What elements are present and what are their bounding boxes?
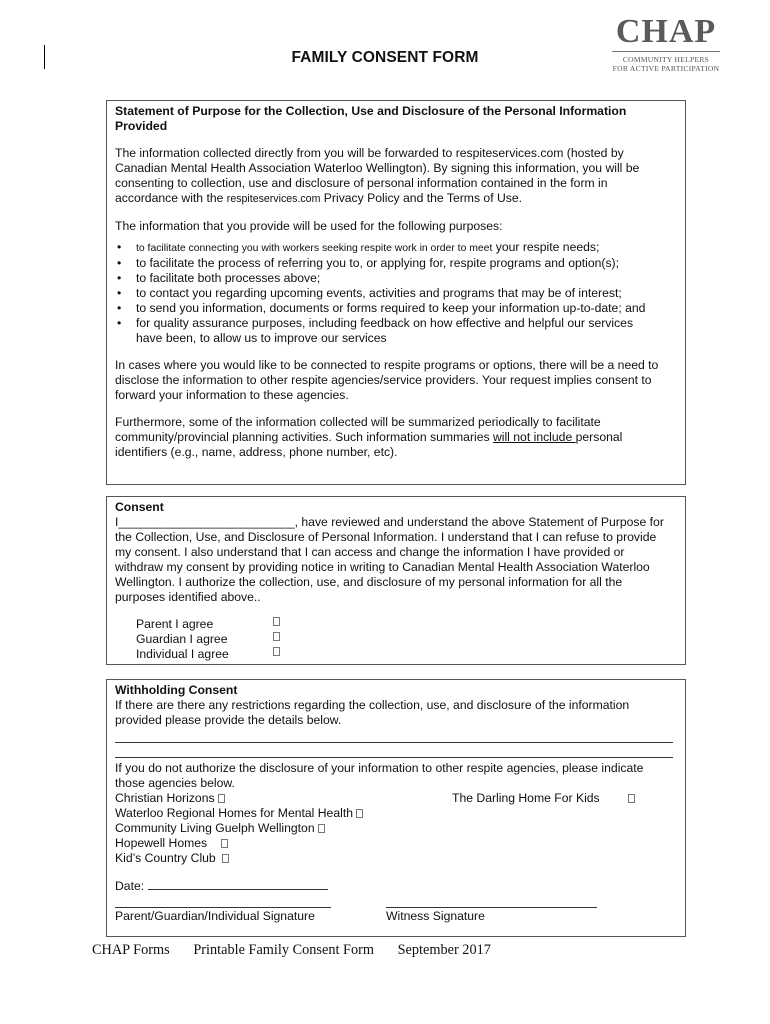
restriction-details-line-2[interactable] [115, 743, 673, 758]
withholding-l3: If you do not authorize the disclosure of your information to other respite agencies, please indicate [115, 761, 644, 775]
darling-home-checkbox[interactable] [628, 794, 635, 803]
withholding-l1: If there are there any restrictions regarding the collection, use, and disclosure of the information [115, 698, 630, 712]
consent-l5: Wellington. I authorize the collection, use, and disclosure of my personal information for all the [115, 575, 623, 589]
agree-options [136, 617, 677, 662]
name-field[interactable]: __________________________ [118, 515, 295, 529]
guardian-agree-checkbox[interactable] [273, 632, 280, 641]
footer-form-name: Printable Family Consent Form [193, 942, 375, 958]
christian-horizons-checkbox[interactable] [218, 794, 225, 803]
footer-date: September 2017 [397, 942, 491, 958]
kids-country-club-checkbox[interactable] [222, 854, 229, 863]
purpose-p1-l3: consenting to collection, use and disclosure of personal information contained in the form in [115, 176, 608, 190]
consent-l3: my consent. I also understand that I can access and change the information I have provided or [115, 545, 625, 559]
list-item: • to facilitate both processes above; [115, 271, 677, 286]
purpose-p1-l2: Canadian Mental Health Association Waterloo Wellington). By signing this information, you will be [115, 161, 640, 175]
consent-l2: the Collection, Use, and Disclosure of Personal Information. I understand that I can refuse to provide [115, 530, 657, 544]
purpose-p4-l3: identifiers (e.g., name, address, phone number, etc). [115, 445, 398, 459]
page-title: FAMILY CONSENT FORM [291, 49, 479, 66]
statement-of-purpose-section [106, 100, 686, 485]
parent-agree-checkbox[interactable] [273, 617, 280, 626]
consent-l1: I__________________________, have reviewed and understand the above Statement of Purpose for [115, 515, 664, 529]
purpose-p3-l1: In cases where you would like to be connected to respite programs or options, there will be a need to [115, 358, 659, 372]
footer-forms: CHAP Forms [92, 942, 170, 958]
purpose-list [115, 240, 677, 346]
guardian-agree-row[interactable]: Guardian I agree [136, 632, 677, 647]
agency-row-5: Kid’s Country Club [115, 851, 677, 866]
chap-logo [606, 14, 726, 73]
logo-tagline-2: FOR ACTIVE PARTICIPATION [612, 64, 720, 73]
community-living-checkbox[interactable] [318, 824, 325, 833]
consent-l6: purposes identified above.. [115, 590, 261, 604]
logo-tagline-1: COMMUNITY HELPERS [622, 55, 710, 64]
page-footer [92, 942, 511, 959]
purpose-p2: The information that you provide will be used for the following purposes: [115, 219, 503, 233]
witness-signature-line[interactable] [386, 896, 597, 908]
restriction-details-line-1[interactable] [115, 728, 673, 743]
hopewell-homes-checkbox[interactable] [221, 839, 228, 848]
purpose-heading-2: Provided [115, 119, 168, 133]
withholding-l2: provided please provide the details below. [115, 713, 342, 727]
parent-agree-row[interactable]: Parent I agree [136, 617, 677, 632]
list-item: • for quality assurance purposes, including feedback on how effective and helpful our services have been, to allow us to improve our services [115, 316, 677, 346]
consent-section [106, 496, 686, 665]
withholding-l4: those agencies below. [115, 776, 235, 790]
list-item: • to contact you regarding upcoming events, activities and programs that may be of interest; [115, 286, 677, 301]
purpose-heading-1: Statement of Purpose for the Collection, Use and Disclosure of the Personal Information [115, 104, 627, 118]
list-item: • to facilitate connecting you with workers seeking respite work in order to meet your respite needs; [115, 240, 677, 256]
agency-row-2: Waterloo Regional Homes for Mental Health [115, 806, 677, 821]
purpose-p4-l1: Furthermore, some of the information collected will be summarized periodically to facilitate [115, 415, 601, 429]
logo-wordmark: CHAP [615, 13, 717, 50]
signature-line[interactable] [115, 896, 331, 908]
agency-row-3: Community Living Guelph Wellington [115, 821, 677, 836]
purpose-p1-l1: The information collected directly from you will be forwarded to respiteservices.com (hosted by [115, 146, 624, 160]
purpose-p4-l2: community/provincial planning activities. Such information summaries will not include personal [115, 430, 623, 444]
consent-heading: Consent [115, 500, 164, 514]
date-field[interactable] [148, 878, 328, 890]
list-item: • to send you information, documents or forms required to keep your information up-to-date; and [115, 301, 677, 316]
agency-row-1: Christian Horizons The Darling Home For Kids [115, 791, 677, 806]
purpose-p1-l4: accordance with the respiteservices.com Privacy Policy and the Terms of Use. [115, 191, 523, 205]
purpose-p3-l2: disclose the information to other respite agencies/service providers. Your request implies consent to [115, 373, 652, 387]
logo-divider [612, 51, 720, 52]
withholding-heading: Withholding Consent [115, 683, 238, 697]
date-row: Date: [115, 878, 677, 894]
individual-agree-row[interactable]: Individual I agree [136, 647, 677, 662]
waterloo-regional-checkbox[interactable] [356, 809, 363, 818]
list-item: • to facilitate the process of referring you to, or applying for, respite programs and option(s); [115, 256, 677, 271]
signature-labels: Parent/Guardian/Individual Signature Witness Signature [115, 909, 485, 923]
consent-l4: withdraw my consent by providing notice in writing to Canadian Mental Health Association Waterloo [115, 560, 650, 574]
individual-agree-checkbox[interactable] [273, 647, 280, 656]
withholding-consent-section [106, 679, 686, 937]
purpose-p3-l3: forward your information to these agencies. [115, 388, 349, 402]
agency-row-4: Hopewell Homes [115, 836, 677, 851]
